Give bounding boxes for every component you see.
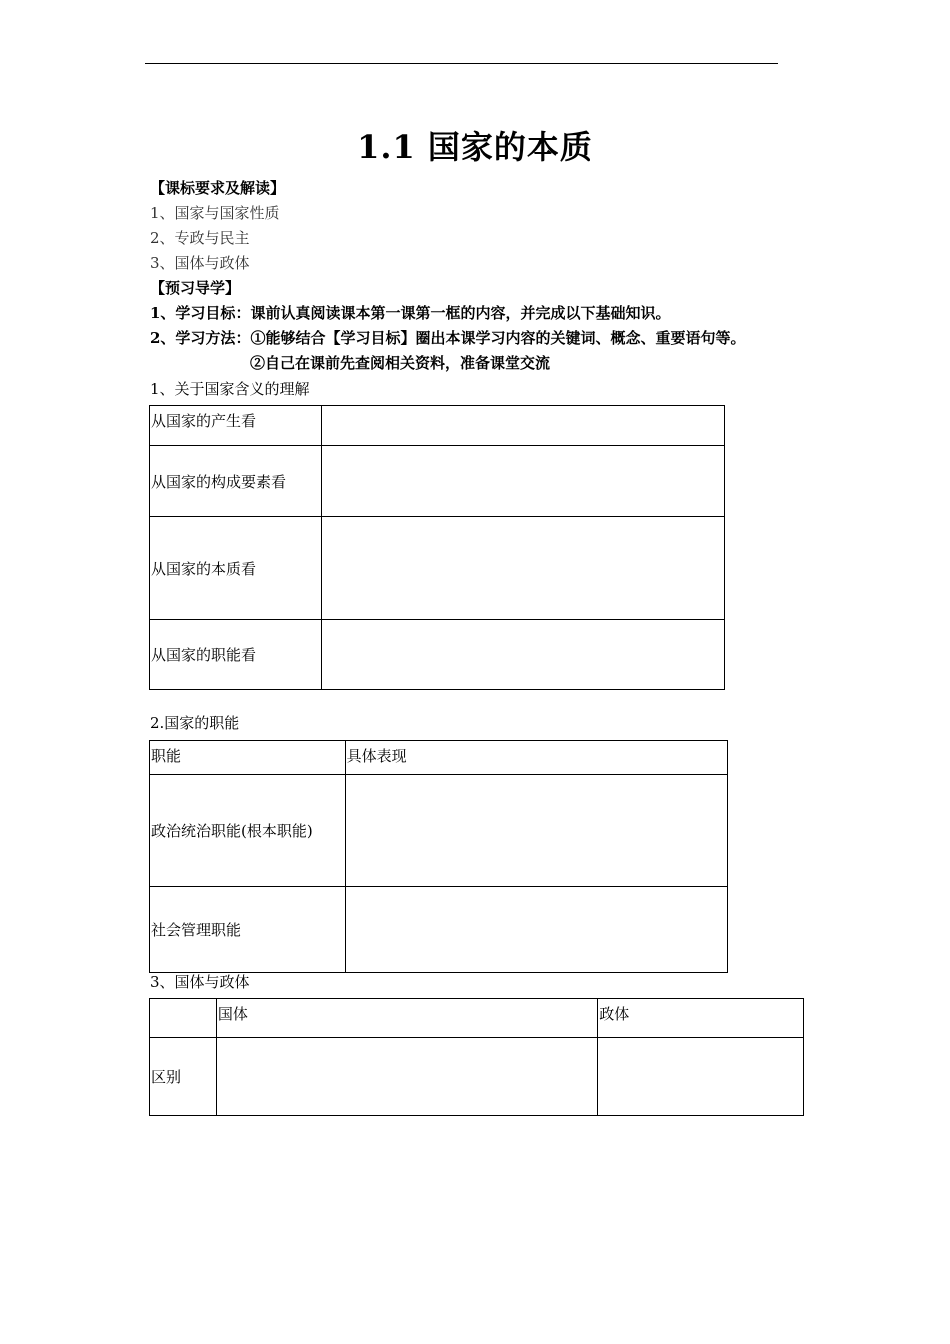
preview-heading: 【预习导学】: [150, 279, 241, 297]
table-row-label: 从国家的职能看: [150, 620, 322, 690]
table-row-label: 从国家的本质看: [150, 517, 322, 620]
answer-cell[interactable]: [321, 446, 724, 517]
table2-heading: 2.国家的职能: [150, 714, 240, 732]
answer-cell[interactable]: [598, 1038, 804, 1116]
page-title: 1.1 国家的本质: [357, 128, 593, 166]
polity-table: [149, 998, 804, 1116]
answer-cell[interactable]: [321, 406, 724, 446]
column-header: 政体: [598, 999, 804, 1038]
standards-heading: 【课标要求及解读】: [150, 179, 286, 197]
learning-method-2: ②自己在课前先查阅相关资料，准备课堂交流: [250, 354, 551, 372]
state-meaning-table: [149, 405, 725, 690]
corner-cell: [150, 999, 217, 1038]
table-row-label: 社会管理职能: [150, 887, 346, 973]
table1-heading: 1、关于国家含义的理解: [150, 380, 310, 398]
table-row-label: 从国家的构成要素看: [150, 446, 322, 517]
learning-goal: 1、学习目标：课前认真阅读课本第一课第一框的内容，并完成以下基础知识。: [150, 304, 671, 322]
answer-cell[interactable]: [216, 1038, 597, 1116]
column-header: 具体表现: [345, 741, 727, 775]
answer-cell[interactable]: [345, 775, 727, 887]
answer-cell[interactable]: [321, 517, 724, 620]
column-header: 职能: [150, 741, 346, 775]
answer-cell[interactable]: [321, 620, 724, 690]
table-row-label: 区别: [150, 1038, 217, 1116]
table3-heading: 3、国体与政体: [150, 973, 250, 991]
learning-method: 2、学习方法：①能够结合【学习目标】圈出本课学习内容的关键词、概念、重要语句等。: [150, 329, 746, 347]
standards-item: 1、国家与国家性质: [150, 204, 280, 222]
standards-item: 2、专政与民主: [150, 229, 250, 247]
answer-cell[interactable]: [345, 887, 727, 973]
state-function-table: [149, 740, 728, 973]
table-row-label: 政治统治职能(根本职能): [150, 775, 346, 887]
header-rule: [145, 63, 778, 64]
standards-item: 3、国体与政体: [150, 254, 250, 272]
column-header: 国体: [216, 999, 597, 1038]
table-row-label: 从国家的产生看: [150, 406, 322, 446]
